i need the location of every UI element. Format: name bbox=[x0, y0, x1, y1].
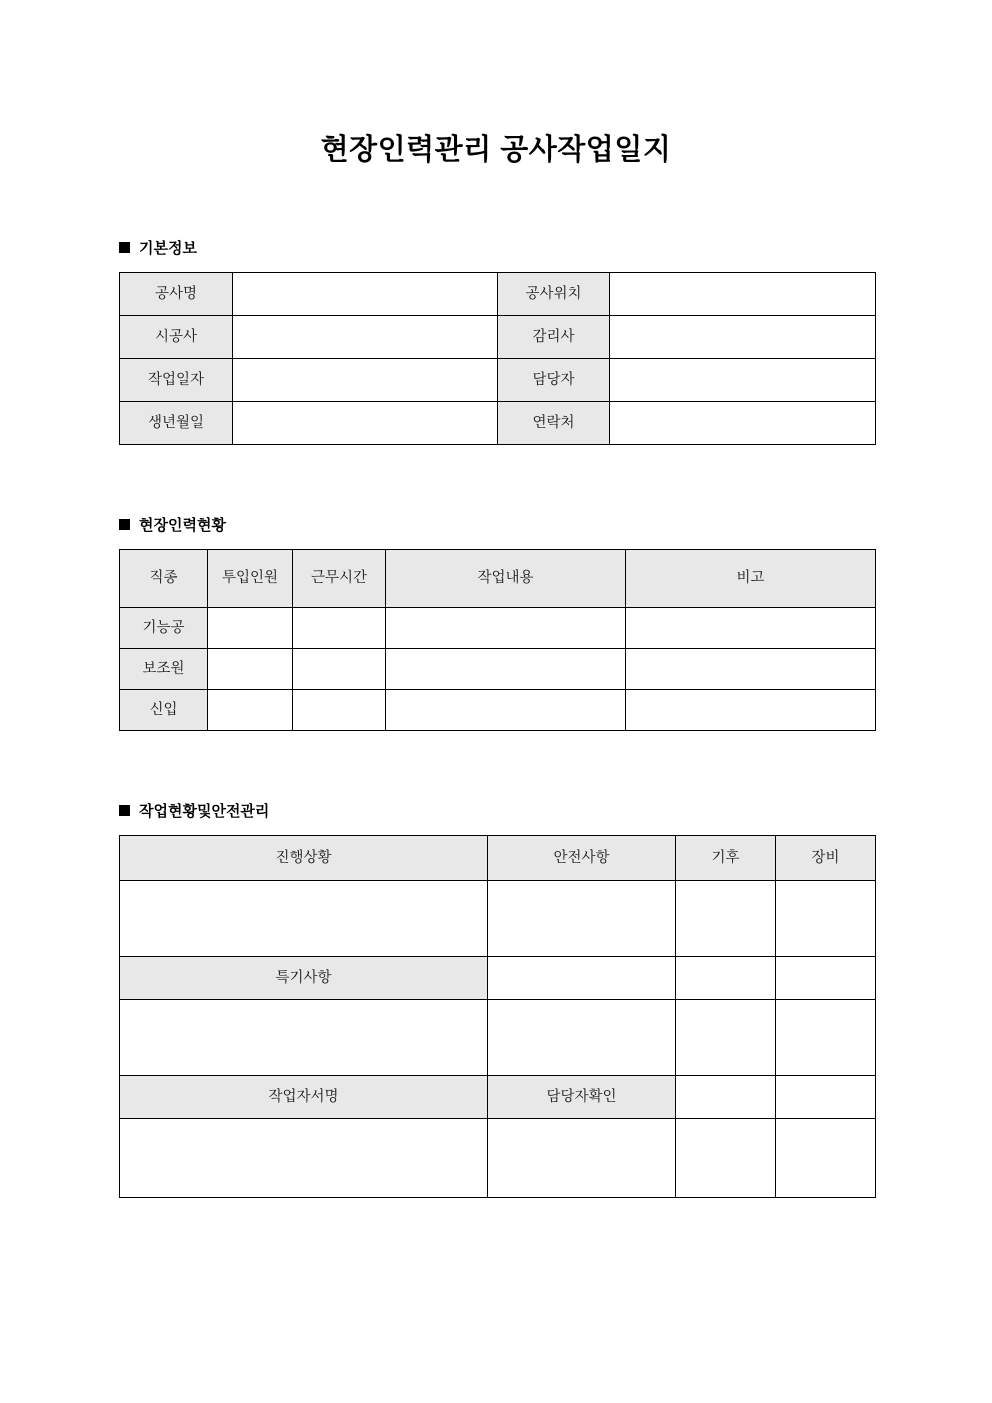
table-header-row bbox=[120, 835, 876, 880]
section-heading-basic-info bbox=[119, 237, 992, 258]
table-row bbox=[120, 272, 876, 315]
label-person-in-charge: 담당자 bbox=[498, 358, 610, 401]
field-work-date[interactable] bbox=[233, 358, 498, 401]
table-row bbox=[120, 358, 876, 401]
label-contractor: 시공사 bbox=[120, 315, 233, 358]
field-sign-weather[interactable] bbox=[676, 1075, 776, 1118]
field-contractor[interactable] bbox=[233, 315, 498, 358]
field-assistant-note[interactable] bbox=[626, 648, 876, 689]
label-project-location: 공사위치 bbox=[498, 272, 610, 315]
column-header-weather: 기후 bbox=[676, 835, 776, 880]
field-safety[interactable] bbox=[488, 880, 676, 956]
field-progress[interactable] bbox=[120, 880, 488, 956]
table-row bbox=[120, 880, 876, 956]
column-header-job-type: 직종 bbox=[120, 549, 208, 607]
column-header-headcount: 투입인원 bbox=[208, 549, 293, 607]
label-project-name: 공사명 bbox=[120, 272, 233, 315]
work-status-table bbox=[119, 835, 876, 1198]
field-special-weather-2[interactable] bbox=[676, 999, 776, 1075]
field-assistant-hours[interactable] bbox=[293, 648, 386, 689]
field-worker-signature[interactable] bbox=[120, 1118, 488, 1197]
field-sign-weather-2[interactable] bbox=[676, 1118, 776, 1197]
spacer-heading3-to-table3 bbox=[0, 821, 992, 835]
label-contact: 연락처 bbox=[498, 401, 610, 444]
column-header-work-content: 작업내용 bbox=[386, 549, 626, 607]
field-special-equipment[interactable] bbox=[776, 956, 876, 999]
label-work-date: 작업일자 bbox=[120, 358, 233, 401]
table-header-row bbox=[120, 549, 876, 607]
column-header-remarks: 비고 bbox=[626, 549, 876, 607]
field-assistant-work[interactable] bbox=[386, 648, 626, 689]
field-birth-date[interactable] bbox=[233, 401, 498, 444]
field-newcomer-headcount[interactable] bbox=[208, 689, 293, 730]
column-header-work-hours: 근무시간 bbox=[293, 549, 386, 607]
table-row bbox=[120, 648, 876, 689]
table-row bbox=[120, 999, 876, 1075]
field-skilled-headcount[interactable] bbox=[208, 607, 293, 648]
field-contact[interactable] bbox=[610, 401, 876, 444]
spacer-heading1-to-table1 bbox=[0, 258, 992, 272]
row-label-manager-confirm: 담당자확인 bbox=[488, 1075, 676, 1118]
row-label-skilled-worker: 기능공 bbox=[120, 607, 208, 648]
label-birth-date: 생년월일 bbox=[120, 401, 233, 444]
row-label-special-notes: 특기사항 bbox=[120, 956, 488, 999]
table-row bbox=[120, 1075, 876, 1118]
table-row bbox=[120, 1118, 876, 1197]
section-heading-label: 작업현황및안전관리 bbox=[139, 802, 270, 820]
manpower-table bbox=[119, 549, 876, 731]
field-special-equipment-2[interactable] bbox=[776, 999, 876, 1075]
field-special-safety-2[interactable] bbox=[488, 999, 676, 1075]
row-label-assistant: 보조원 bbox=[120, 648, 208, 689]
table-row bbox=[120, 956, 876, 999]
section-heading-label: 현장인력현황 bbox=[139, 516, 226, 534]
basic-info-table bbox=[119, 272, 876, 445]
field-person-in-charge[interactable] bbox=[610, 358, 876, 401]
field-weather[interactable] bbox=[676, 880, 776, 956]
field-equipment[interactable] bbox=[776, 880, 876, 956]
field-special-safety[interactable] bbox=[488, 956, 676, 999]
section-heading-work-status bbox=[119, 800, 992, 821]
spacer-title-to-section1 bbox=[0, 168, 992, 237]
field-project-name[interactable] bbox=[233, 272, 498, 315]
field-newcomer-note[interactable] bbox=[626, 689, 876, 730]
field-newcomer-hours[interactable] bbox=[293, 689, 386, 730]
field-assistant-headcount[interactable] bbox=[208, 648, 293, 689]
table-row bbox=[120, 689, 876, 730]
table-row bbox=[120, 607, 876, 648]
field-sign-equipment[interactable] bbox=[776, 1075, 876, 1118]
spacer-table2-to-section3 bbox=[0, 731, 992, 800]
field-skilled-hours[interactable] bbox=[293, 607, 386, 648]
field-project-location[interactable] bbox=[610, 272, 876, 315]
section-heading-manpower bbox=[119, 514, 992, 535]
field-skilled-work[interactable] bbox=[386, 607, 626, 648]
label-supervisor-company: 감리사 bbox=[498, 315, 610, 358]
field-manager-confirm[interactable] bbox=[488, 1118, 676, 1197]
field-skilled-note[interactable] bbox=[626, 607, 876, 648]
spacer-table1-to-section2 bbox=[0, 445, 992, 514]
row-label-worker-signature: 작업자서명 bbox=[120, 1075, 488, 1118]
field-supervisor-company[interactable] bbox=[610, 315, 876, 358]
page-title: 현장인력관리 공사작업일지 bbox=[320, 134, 672, 166]
table-row bbox=[120, 315, 876, 358]
field-newcomer-work[interactable] bbox=[386, 689, 626, 730]
section-heading-label: 기본정보 bbox=[139, 239, 197, 257]
spacer-heading2-to-table2 bbox=[0, 535, 992, 549]
field-special-notes[interactable] bbox=[120, 999, 488, 1075]
field-sign-equipment-2[interactable] bbox=[776, 1118, 876, 1197]
column-header-safety: 안전사항 bbox=[488, 835, 676, 880]
square-bullet-icon bbox=[119, 242, 130, 253]
field-special-weather[interactable] bbox=[676, 956, 776, 999]
square-bullet-icon bbox=[119, 805, 130, 816]
square-bullet-icon bbox=[119, 519, 130, 530]
table-row bbox=[120, 401, 876, 444]
row-label-newcomer: 신입 bbox=[120, 689, 208, 730]
column-header-progress: 진행상황 bbox=[120, 835, 488, 880]
column-header-equipment: 장비 bbox=[776, 835, 876, 880]
